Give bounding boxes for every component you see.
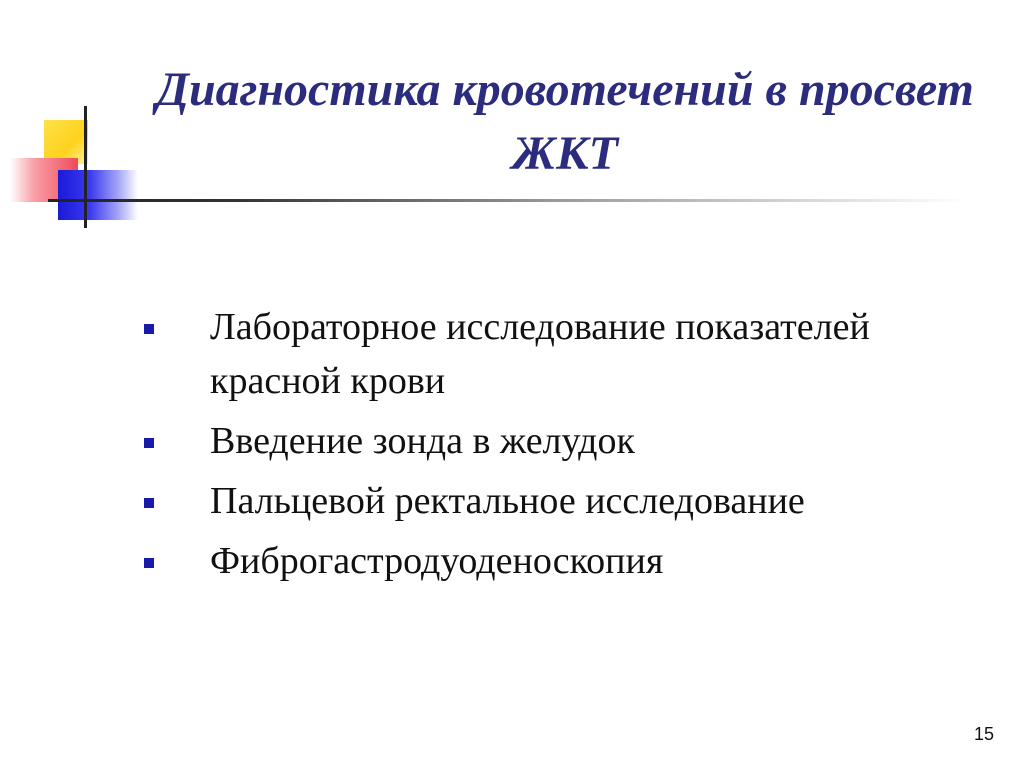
square-bullet-icon bbox=[144, 438, 154, 448]
decorative-squares bbox=[0, 0, 160, 240]
bullet-list bbox=[142, 300, 992, 594]
bullet-text: Фиброгастродуоденоскопия bbox=[210, 540, 664, 582]
square-bullet-icon bbox=[144, 558, 154, 568]
square-bullet-icon bbox=[144, 498, 154, 508]
vertical-rule bbox=[84, 106, 87, 228]
bullet-item bbox=[142, 474, 992, 528]
bullet-item bbox=[142, 414, 992, 468]
square-bullet-icon bbox=[144, 324, 154, 334]
bullet-text: Введение зонда в желудок bbox=[210, 420, 635, 462]
slide-title: Диагностика кровотечений в просвет ЖКТ bbox=[156, 63, 974, 180]
page-number: 15 bbox=[973, 724, 994, 744]
title-underline-rule bbox=[48, 199, 968, 202]
bullet-text: Пальцевой ректальное исследование bbox=[210, 480, 805, 522]
bullet-text: Лабораторное исследование показателей красной крови bbox=[210, 306, 870, 402]
blue-square-decoration bbox=[58, 170, 138, 220]
bullet-item bbox=[142, 534, 992, 588]
bullet-item bbox=[142, 300, 992, 408]
